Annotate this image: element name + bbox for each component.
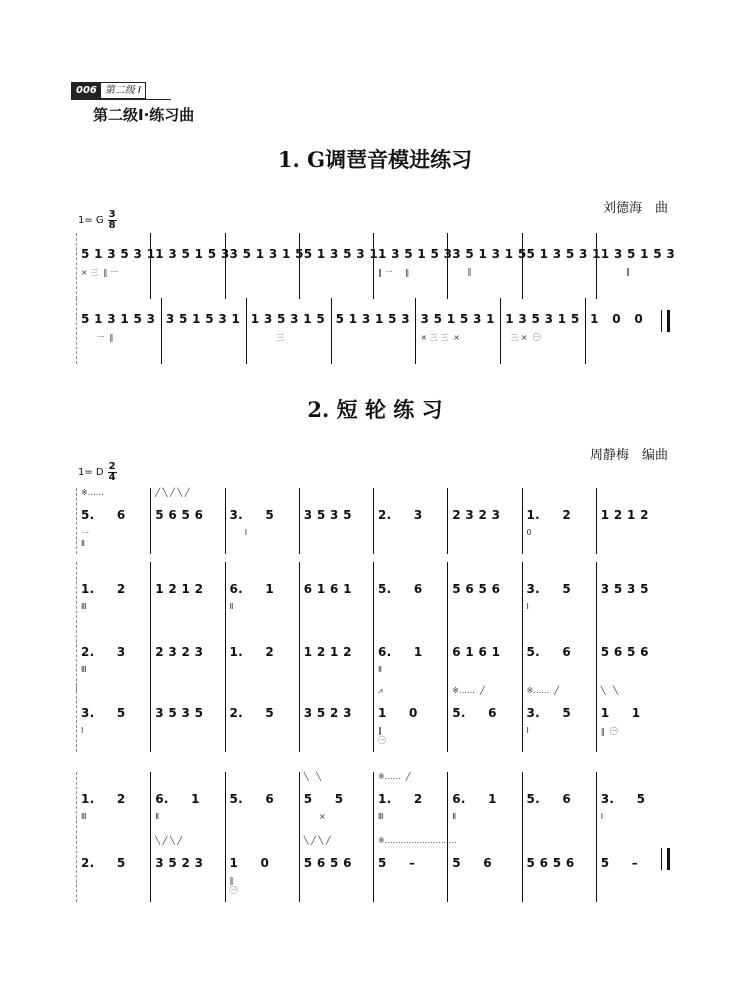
measure [447, 233, 527, 299]
measure-notes: 5. 6 [526, 645, 572, 659]
measure [500, 298, 585, 364]
measure [447, 562, 521, 628]
measure [76, 686, 150, 752]
measure [596, 686, 670, 752]
measure [299, 686, 373, 752]
ornament-mark: ⩘ [378, 686, 383, 695]
measure-notes: 1. 2 [81, 582, 126, 596]
measure-notes: 5 5 [303, 792, 344, 806]
measure-notes: 3 5 1 3 1 5 [229, 247, 304, 261]
measure-notes: 1 3 5 1 5 3 [378, 247, 453, 261]
section-title: 第二级Ⅰ·练习曲 [93, 106, 195, 124]
page-number-box [71, 82, 146, 99]
fingering-mark: Ⅰ [526, 602, 529, 611]
fingering-mark: 一 ‖ [81, 333, 114, 342]
measure [246, 298, 331, 364]
measure [596, 562, 670, 628]
measure [150, 625, 224, 691]
measure [596, 772, 670, 838]
time-numerator: 2 [108, 461, 116, 472]
fingering-mark: Ⅰ [229, 528, 248, 537]
measure-notes: 5 1 3 1 5 3 [335, 312, 410, 326]
measure-notes: 3 5 2 3 [155, 856, 204, 870]
measure-notes: 3 5 1 5 3 1 [420, 312, 495, 326]
ornament-mark: ╲ ╱ ╲ ╱ [303, 836, 331, 845]
ornament-mark: ╲ ╲ [600, 686, 619, 695]
fingering-mark: Ⅲ [81, 812, 87, 821]
piece-1-key [78, 210, 117, 231]
measure-notes: 3 5 3 5 [303, 508, 352, 522]
measure [225, 625, 299, 691]
measure-notes: 1. 2 [378, 792, 423, 806]
measure-notes: 5 6 [452, 856, 492, 870]
measure [447, 836, 521, 902]
measure-notes: 1 3 5 3 1 5 [250, 312, 326, 326]
measure-notes: 5. 6 [229, 792, 275, 806]
measure [225, 686, 299, 752]
measure [150, 488, 224, 554]
piece-2-title: 2. 短 轮 练 习 [307, 397, 443, 422]
piece-2-line-2 [76, 562, 670, 628]
fingering-mark: Ⅲ [81, 665, 87, 674]
fingering-mark: ‖ ㊀ [229, 876, 238, 895]
fingering-mark: Ⅱ [155, 812, 160, 821]
piece-1-title: 1. G调琶音模进练习 [277, 147, 473, 172]
header-rule [71, 99, 171, 100]
measure [522, 686, 596, 752]
measure [522, 625, 596, 691]
fingering-mark: 0 [526, 528, 532, 537]
measure-notes: 6. 1 [452, 792, 497, 806]
measure [76, 625, 150, 691]
measure [299, 488, 373, 554]
fingering-mark: ‖ [452, 267, 472, 276]
measure-notes: 3 5 1 5 3 1 [165, 312, 241, 326]
measure-notes: 5 6 5 6 [155, 508, 204, 522]
measure-notes: 1 2 1 2 [303, 645, 352, 659]
measure [522, 772, 596, 838]
level-tag: 第二级 Ⅰ [104, 85, 142, 96]
measure [373, 836, 457, 902]
fingering-mark: Ⅱ [452, 812, 457, 821]
fingering-mark: Ⅱ [378, 665, 382, 674]
measure [225, 562, 299, 628]
measure-notes: 3 5 1 3 1 5 [452, 247, 527, 261]
measure [299, 233, 379, 299]
ornament-mark: ※…… [81, 488, 104, 497]
measure [447, 772, 521, 838]
measure-notes: 5. 6 [526, 792, 572, 806]
piece-2-key [78, 462, 117, 483]
measure [225, 488, 299, 554]
measure [373, 625, 447, 691]
measure-notes: 2. 5 [229, 706, 275, 720]
measure-notes: 1 1 [600, 706, 641, 720]
measure-notes: 1 3 5 1 5 3 [155, 247, 230, 261]
measure [76, 772, 150, 838]
measure [76, 836, 150, 902]
measure-notes: 3. 5 [600, 792, 646, 806]
measure [373, 488, 447, 554]
fingering-mark: ‖ 一 ‖ [378, 268, 410, 277]
piece-2-line-4 [76, 686, 670, 752]
piece-1-composer: 刘德海 曲 [602, 201, 668, 216]
measure [150, 562, 224, 628]
measure [522, 562, 596, 628]
ornament-mark: ╲ ╲ [303, 772, 322, 781]
piece-2-line-6 [76, 836, 670, 902]
time-denominator: 4 [108, 472, 116, 483]
piece-2-composer: 周静梅 编曲 [589, 448, 668, 463]
measure-notes: 1 0 [378, 706, 418, 720]
measure-notes: 2. 5 [81, 856, 126, 870]
time-signature [108, 210, 117, 231]
measure [225, 772, 299, 838]
measure-notes: 5 – [378, 856, 416, 870]
fingering-mark: Ⅰ [600, 812, 604, 821]
ornament-mark: ※…… ╱ [526, 686, 560, 695]
measure [585, 298, 670, 364]
key-signature: 1= G [78, 215, 104, 226]
measure-notes: 1 0 [229, 856, 270, 870]
fingering-mark: 一 Ⅱ [81, 529, 89, 548]
measure-notes: 2 3 2 3 [452, 508, 501, 522]
measure-notes: 3. 5 [526, 706, 572, 720]
measure-notes: 1 3 5 3 1 5 [505, 312, 580, 326]
time-denominator: 8 [108, 220, 116, 231]
measure-notes: 1. 2 [81, 792, 126, 806]
piece-1-line-1 [76, 233, 676, 299]
measure [150, 772, 224, 838]
measure-notes: 5 6 5 6 [452, 582, 501, 596]
measure [373, 562, 447, 628]
measure [447, 625, 521, 691]
fingering-mark: Ⅲ [81, 602, 87, 611]
fingering-mark: Ⅲ [378, 812, 384, 821]
measure-notes: 1. 2 [229, 645, 275, 659]
measure-notes: 2 3 2 3 [155, 645, 204, 659]
measure [522, 836, 596, 902]
fingering-mark: ‖ ㊀ [378, 726, 386, 745]
measure-notes: 5 1 3 5 3 1 [81, 247, 156, 261]
measure-notes: 5 1 3 5 3 1 [526, 247, 601, 261]
measure-notes: 1 2 1 2 [600, 508, 649, 522]
piece-2-line-3 [76, 625, 670, 691]
measure [596, 488, 670, 554]
fingering-mark: × [303, 812, 326, 821]
measure [331, 298, 416, 364]
page-number: 006 [72, 83, 101, 98]
measure [76, 298, 161, 364]
time-numerator: 3 [108, 209, 116, 220]
measure-notes: 5. 6 [81, 508, 126, 522]
measure-notes: 5. 6 [452, 706, 497, 720]
measure [373, 772, 447, 838]
measure-notes: 3. 5 [81, 706, 126, 720]
measure [596, 625, 670, 691]
measure [76, 233, 156, 299]
key-signature: 1= D [78, 467, 104, 478]
measure [522, 233, 601, 299]
measure [415, 298, 500, 364]
measure-notes: 3 5 2 3 [303, 706, 352, 720]
ornament-mark: ╱ ╲ ╱ ╲ ╱ [155, 488, 190, 497]
measure-notes: 3 5 3 5 [155, 706, 204, 720]
measure [76, 562, 150, 628]
measure-notes: 2. 3 [378, 508, 423, 522]
piece-2-line-5 [76, 772, 670, 838]
measure [522, 488, 596, 554]
measure [150, 686, 224, 752]
measure-notes: 3. 5 [526, 582, 572, 596]
measure-notes: 1. 2 [526, 508, 572, 522]
final-barline [661, 310, 670, 332]
measure-notes: 6. 1 [155, 792, 200, 806]
measure-notes: 5 1 3 5 3 1 [303, 247, 379, 261]
fingering-mark: ‖ [600, 267, 631, 276]
measure [299, 625, 373, 691]
measure [447, 488, 521, 554]
ornament-mark: ※……………………… [378, 836, 457, 845]
piece-1-line-2 [76, 298, 670, 364]
measure [299, 562, 373, 628]
ornament-mark: ※…… ╱ [378, 772, 411, 781]
final-barline [661, 848, 670, 870]
fingering-mark: × 三 三 × [420, 333, 461, 342]
fingering-mark: 三 [250, 333, 285, 342]
fingering-mark: 三 × ㊀ [505, 333, 541, 342]
ornament-mark: ╲ ╱ ╲ ╱ [155, 836, 183, 845]
measure-notes: 1 2 1 2 [155, 582, 204, 596]
measure-notes: 1 3 5 1 5 3 [600, 247, 676, 261]
measure [299, 772, 373, 838]
measure-notes: 5 6 5 6 [600, 645, 649, 659]
measure-notes: 3 5 3 5 [600, 582, 649, 596]
measure-notes: 3. 5 [229, 508, 275, 522]
fingering-mark: ‖ ㊀ [600, 727, 618, 736]
fingering-mark: Ⅰ [526, 726, 529, 735]
measure-notes: 5 6 5 6 [303, 856, 352, 870]
measure-notes: 2. 3 [81, 645, 126, 659]
measure [76, 488, 150, 554]
measure [373, 686, 447, 752]
measure-notes: 5. 6 [378, 582, 423, 596]
fingering-mark: Ⅱ [229, 602, 234, 611]
measure-notes: 5 1 3 1 5 3 [81, 312, 156, 326]
measure-notes: 5 – [600, 856, 639, 870]
measure [225, 233, 304, 299]
measure [447, 686, 521, 752]
measure [299, 836, 373, 902]
measure-notes: 6 1 6 1 [452, 645, 501, 659]
measure [150, 836, 224, 902]
fingering-mark: Ⅰ [81, 726, 84, 735]
ornament-mark: ※…… ╱ [452, 686, 485, 695]
measure [596, 836, 670, 902]
time-signature [108, 462, 117, 483]
measure-notes: 6 1 6 1 [303, 582, 352, 596]
piece-2-line-1 [76, 488, 670, 554]
measure-notes: 6. 1 [229, 582, 275, 596]
measure [150, 233, 230, 299]
measure-notes: 1 0 0 [590, 312, 643, 326]
measure-notes: 5 6 5 6 [526, 856, 575, 870]
fingering-mark: × 三 ‖ 一 [81, 268, 118, 277]
measure [161, 298, 246, 364]
measure [373, 233, 453, 299]
measure-notes: 6. 1 [378, 645, 423, 659]
measure [596, 233, 676, 299]
measure [225, 836, 299, 902]
